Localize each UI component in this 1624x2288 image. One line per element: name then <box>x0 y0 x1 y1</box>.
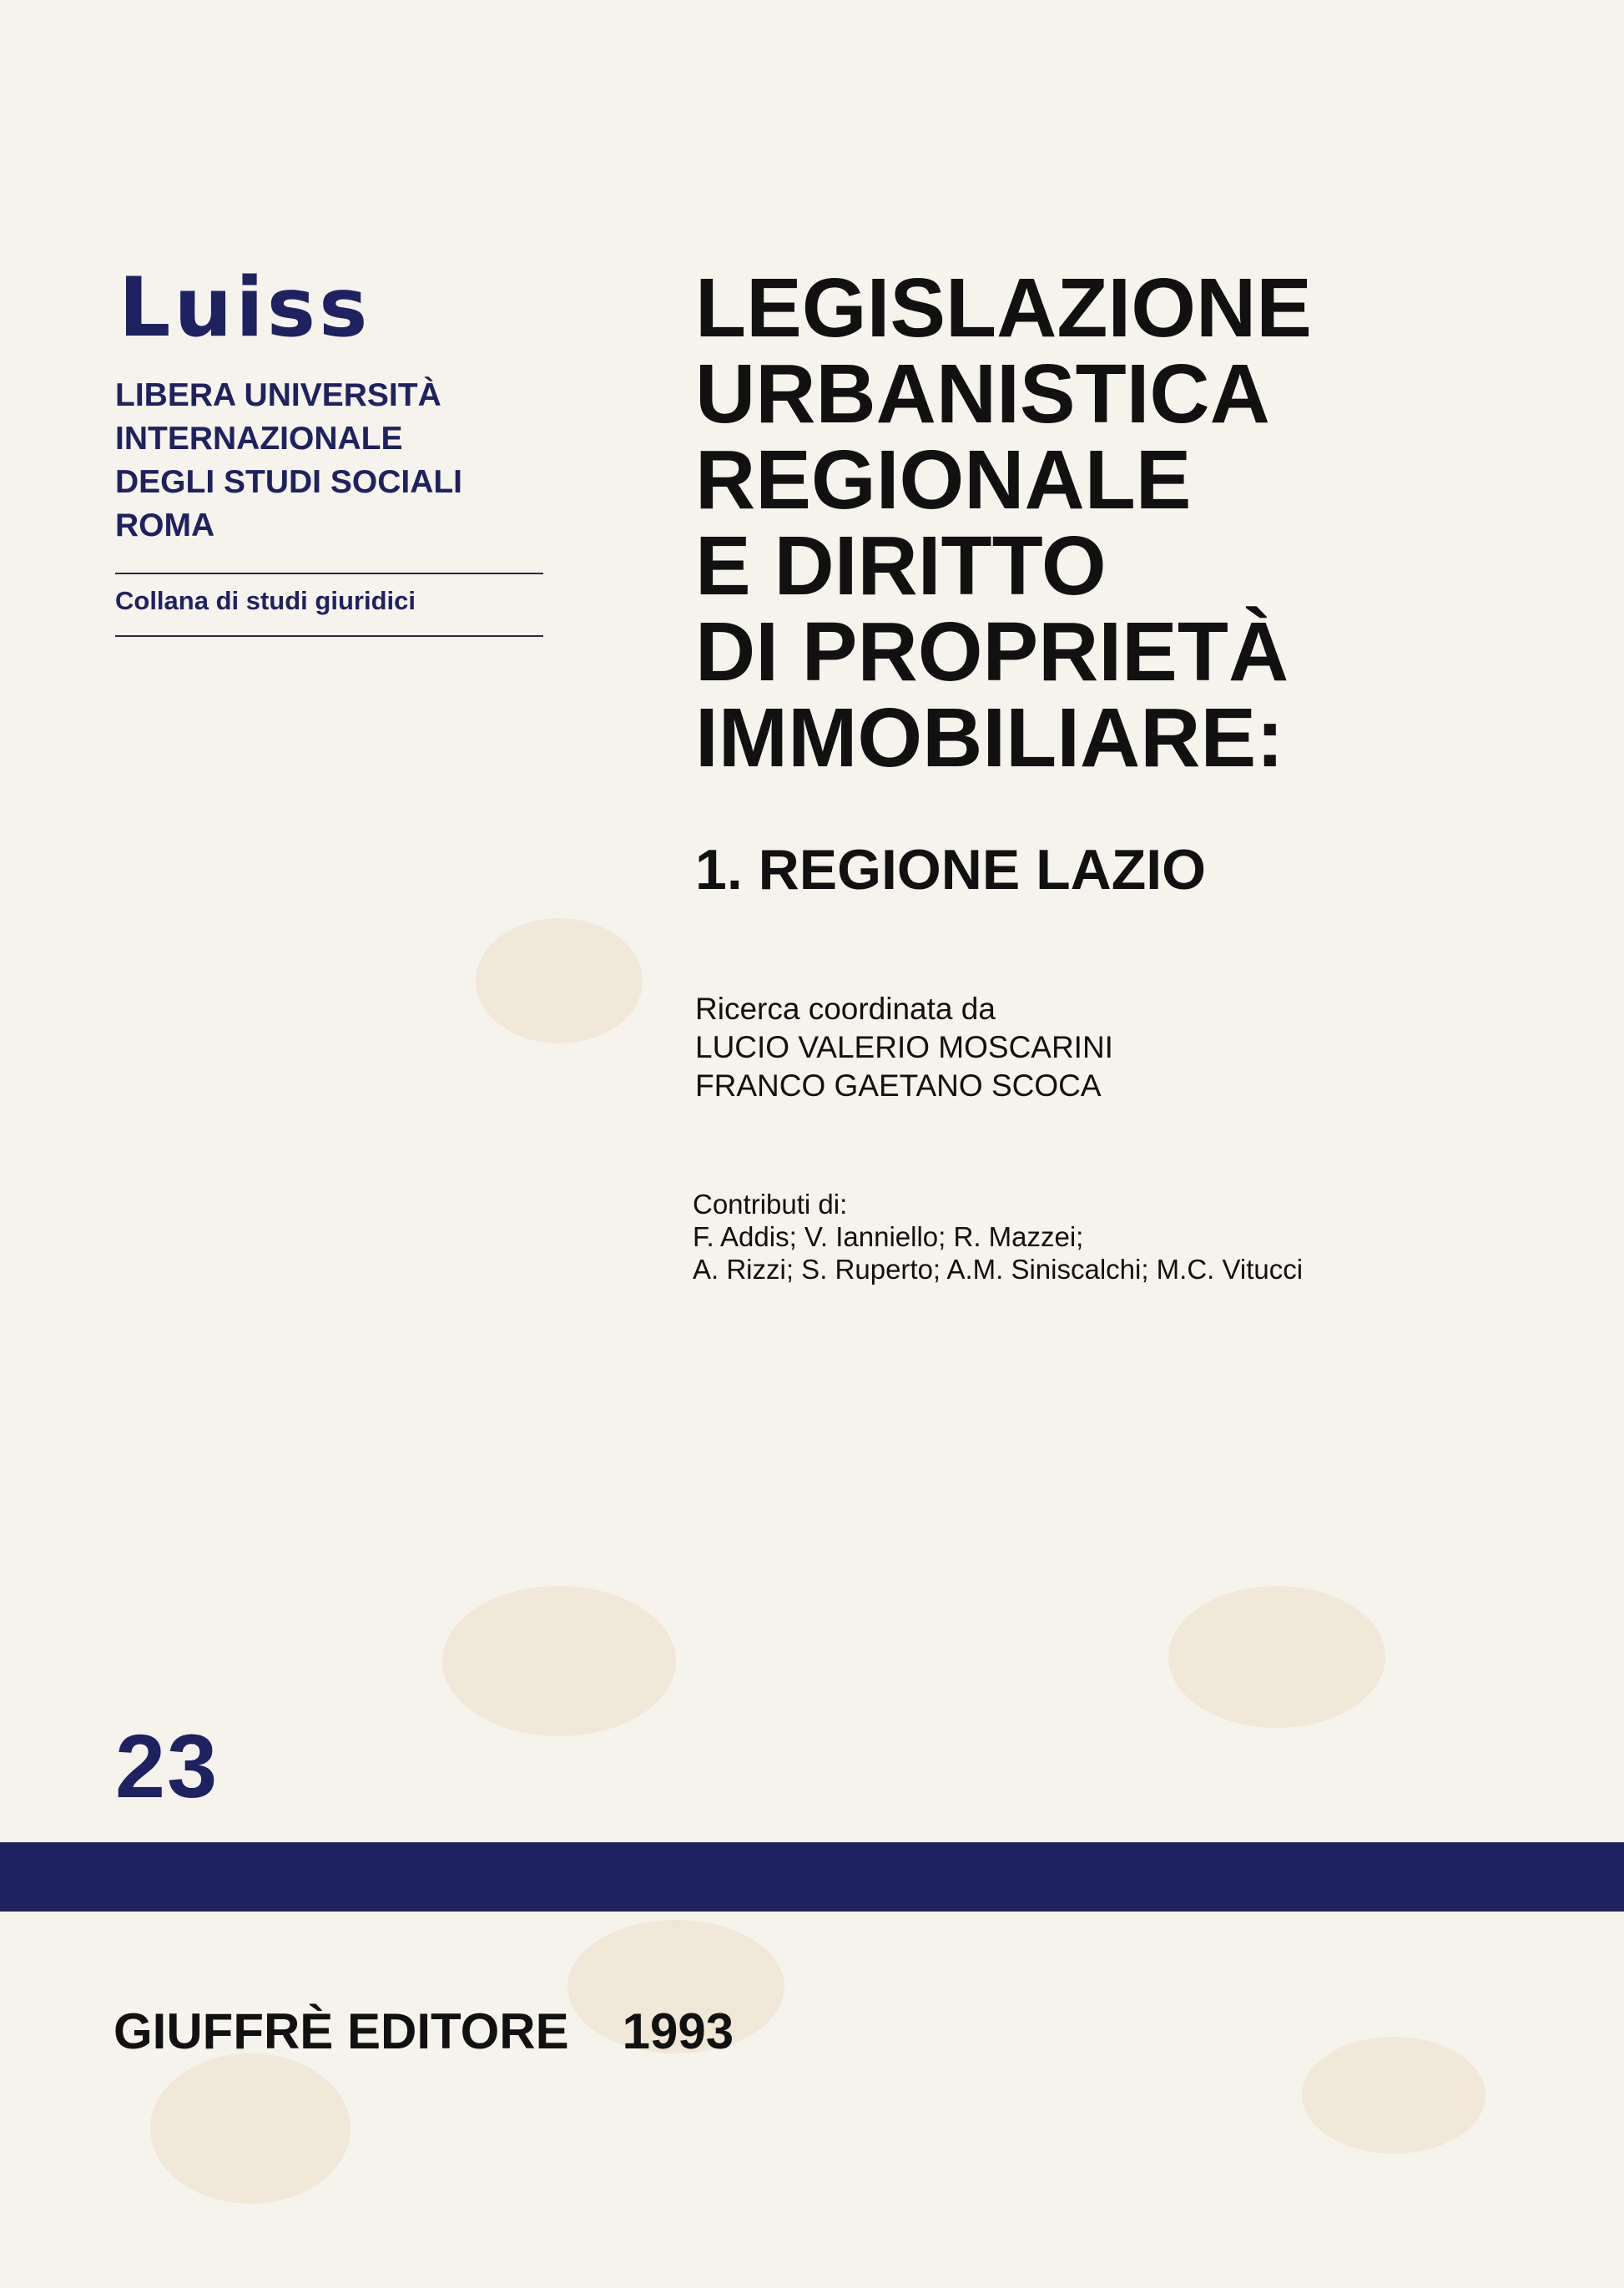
paper-stain <box>1302 2037 1485 2154</box>
title-line: REGIONALE <box>695 433 1192 527</box>
publisher-name: GIUFFRÈ EDITORE <box>113 2003 569 2059</box>
paper-stain <box>150 2053 351 2204</box>
coordination-block <box>695 990 1113 1105</box>
contributors-line: F. Addis; V. Ianniello; R. Mazzei; <box>693 1221 1084 1252</box>
paper-stain <box>442 1586 676 1736</box>
navy-band <box>0 1842 1624 1912</box>
title-line: IMMOBILIARE: <box>695 691 1284 785</box>
series-rule-top <box>115 573 543 574</box>
university-line: INTERNAZIONALE <box>115 421 403 457</box>
title-line: LEGISLAZIONE <box>695 261 1312 355</box>
contributors-label: Contributi di: <box>693 1189 848 1220</box>
university-name <box>115 374 549 548</box>
coordination-label: Ricerca coordinata da <box>695 992 996 1026</box>
coordinator-name: LUCIO VALERIO MOSCARINI <box>695 1030 1113 1064</box>
series-rule-bottom <box>115 635 543 637</box>
luiss-logo: Luiss <box>119 260 371 356</box>
paper-stain <box>476 918 643 1043</box>
series-name: Collana di studi giuridici <box>115 586 416 615</box>
contributors-block <box>693 1188 1303 1285</box>
publisher-line <box>113 2003 734 2059</box>
contributors-line: A. Rizzi; S. Ruperto; A.M. Siniscalchi; M.C. Vitucci <box>693 1254 1304 1285</box>
title-line: URBANISTICA <box>695 347 1270 441</box>
publication-year: 1993 <box>622 2003 734 2059</box>
title-line: E DIRITTO <box>695 519 1107 613</box>
university-line: LIBERA UNIVERSITÀ <box>115 377 441 413</box>
coordinator-name: FRANCO GAETANO SCOCA <box>695 1068 1102 1103</box>
university-line: ROMA <box>115 508 215 543</box>
paper-stain <box>1168 1586 1385 1728</box>
volume-number: 23 <box>115 1715 219 1816</box>
title-line: DI PROPRIETÀ <box>695 605 1289 699</box>
book-title <box>695 261 1312 785</box>
book-subtitle: 1. REGIONE LAZIO <box>695 838 1207 902</box>
university-line: DEGLI STUDI SOCIALI <box>115 464 463 500</box>
